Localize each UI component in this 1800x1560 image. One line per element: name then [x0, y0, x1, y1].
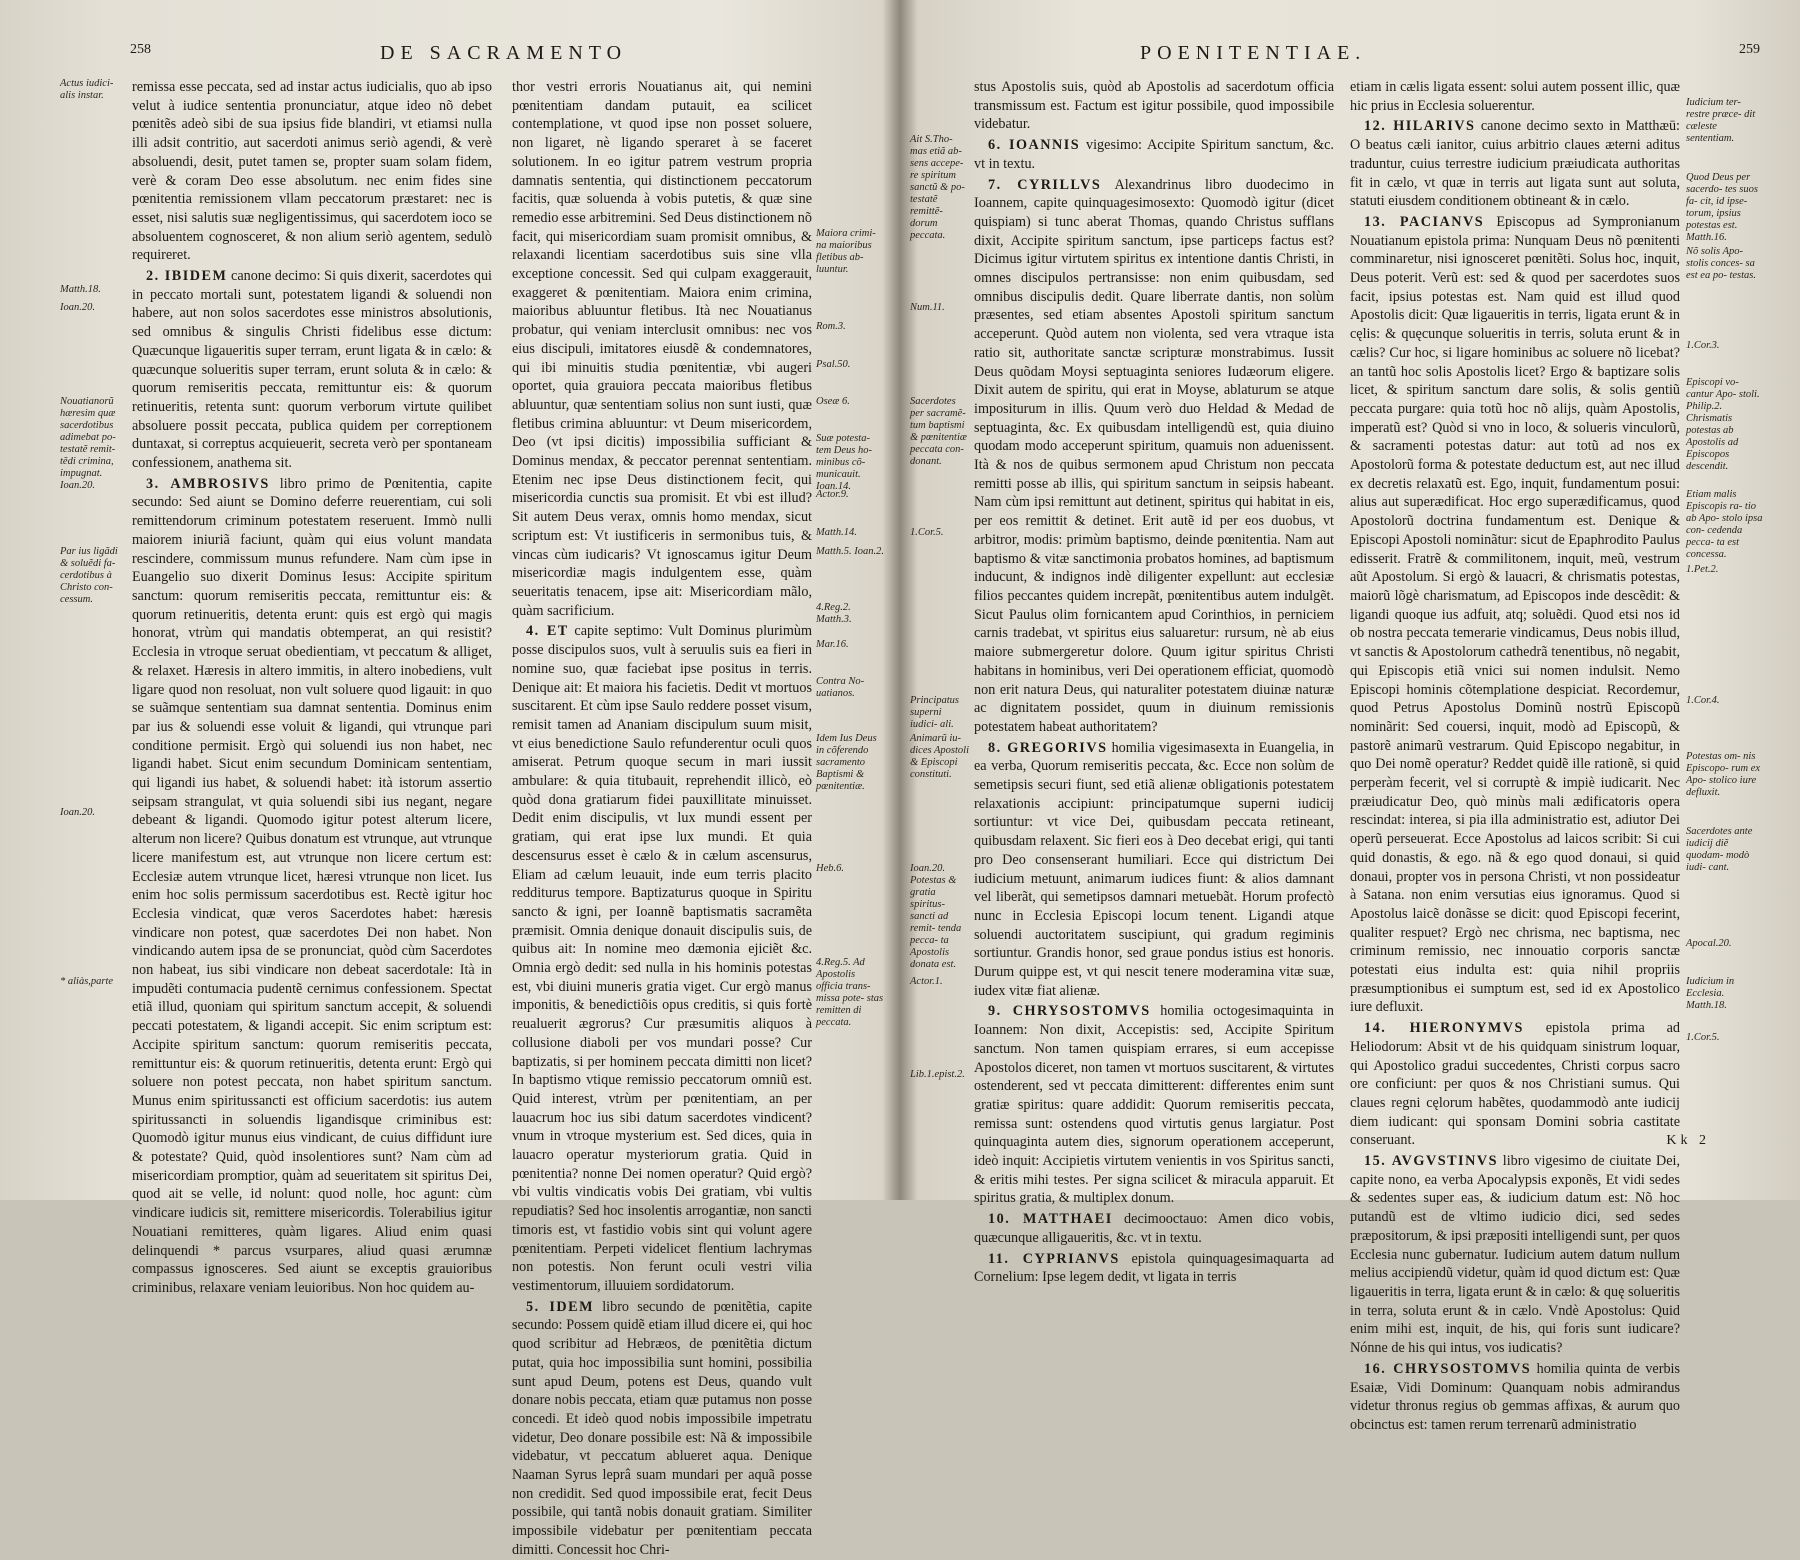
paragraph — [974, 1210, 1334, 1247]
margin-note: Nouatianorũ hæresim quæ sacerdotibus adimebat po- testatẽ remit- tẽdi crimina, impugnat. Ioan.20. — [60, 395, 116, 491]
margin-note: 1.Pet.2. — [1686, 564, 1719, 576]
margin-note: Rom.3. — [816, 321, 846, 333]
paragraph — [974, 78, 1334, 134]
paragraph — [512, 1298, 812, 1560]
section-head: 13. PACIANVS — [1364, 213, 1485, 230]
paragraph-text: remissa esse peccata, sed ad instar actus iudicialis, quo ab ipso velut à iudice sententia pronunciatur, atque ideo nõ debet pœnitẽs adeò sibi de sua ipsius fide blandiri, vt etiamsi nulla illi adsit contritio, aut sacerdoti animus seriò agendi, & verè absoluendi, desit, putet tamen se, propter suam solam fidem, verè & coram Deo esse absolutum. nec enim fides sine pœnitentia remissionem vllam peccatorum præstaret: nec is esset, nisi salutis suæ negligentissimus, qui sacerdotem ioco se absoluentem cognosceret, & non alium seriò agentem, sedulò requireret. — [132, 79, 492, 264]
margin-note: Ioan.20. Potestas & gratia spiritus- sancti ad remit- tenda pecca- ta Apostolis donata est. — [910, 863, 962, 971]
margin-note: 1.Cor.5. — [1686, 1031, 1720, 1043]
section-head: 2. IBIDEM — [146, 268, 228, 285]
paragraph — [974, 1250, 1334, 1287]
section-head: 14. HIERONYMVS — [1364, 1020, 1524, 1037]
margin-notes-inner — [910, 78, 970, 1168]
section-head: 16. CHRYSOSTOMVS — [1364, 1360, 1532, 1377]
text-column-1 — [132, 78, 492, 1296]
margin-note: Iudicium in Ecclesia. Matth.18. — [1686, 975, 1735, 1011]
paragraph-text: canone decimo: Si quis dixerit, sacerdotes qui in peccato mortali sunt, potestatem ligandi & soluendi non habere, aut non solos sacerdotes esse ministros absolutionis, sed omnibus & singulis Christi fidelibus esse dictum: Quæcunque ligaueritis super terram, erunt ligata & in cælo: & quæcunque solueritis super terram, erunt soluta & in cælo: & quorum remiseritis peccata, remittuntur eis: & quorum retinueritis, retenta sunt: quorum verborum virtute quilibet absoluere possit peccata, publica quidem per correptionem duntaxat, si correptus acquieuerit, secreta verò per spontaneam confessionem, anathema sit. — [132, 268, 492, 472]
margin-note: 1.Cor.5. — [910, 526, 944, 538]
paragraph — [974, 136, 1334, 173]
margin-note: Sacerdotes per sacramẽ- tum baptismi & pœnitentiæ peccata con- donant. — [910, 395, 967, 467]
margin-note: 4.Reg.5. Ad Apostolis officia trans- missa pote- stas remitten di peccata. — [816, 956, 884, 1028]
section-head: 3. AMBROSIVS — [146, 475, 270, 492]
text-column-4 — [1350, 78, 1681, 1433]
running-title: DE SACRAMENTO — [380, 42, 628, 64]
margin-note: 1.Cor.4. — [1686, 695, 1720, 707]
section-head: 4. ET — [526, 623, 569, 640]
running-head — [60, 42, 890, 68]
page-number: 258 — [130, 42, 151, 57]
margin-note: Ioan.20. — [60, 302, 95, 314]
paragraph-text: libro vigesimo de ciuitate Dei, capite nono, ea verba Apocalypsis exponẽs, Et vidi sedes & sedentes super eas, & iudicium datum est: Nõ hoc putandũ est de vltimo iudicio dici, sed sedes præpositorum, & ipsi præpositi intelligendi sunt, per quos Ecclesia nunc gubernatur. Iudicium autem datum nullum melius accipiendũ videtur, quàm id quod dictum est: Quæ ligaueritis in terra, ligata erunt & in cælo: & quę solueritis in terra, soluta erunt & in cælo. Vndè Apostolus: Quid enim mihi est, inquit, de his, qui foris sunt iudicare? Nónne de his qui intus, vos iudicatis? — [1350, 1153, 1680, 1357]
margin-note: Lib.1.epist.2. — [910, 1069, 965, 1081]
margin-note: Contra No- uatianos. — [816, 676, 865, 700]
signature-mark: Kk 2 — [1666, 1133, 1710, 1148]
section-head: 12. HILARIVS — [1364, 118, 1476, 135]
paragraph-text: libro primo de Pœnitentia, capite secundo: Sed aiunt se Domino deferre reuerentiam, cui soli remittendorum criminum potestatem reseruent. Immò nulli maiorem iniuriã faciunt, quàm qui eius volunt mandata rescindere, commissum munus refundere. Nam cùm ipse in Euangelio suo dixerit Dominus Iesus: Accipite spiritum sanctum: quorum remiseritis peccata, remittuntur eis: & quorum retinueritis, detenta erunt: quis est ergò qui magis honorat, vtrùm qui mandatis obtemperat, an qui resistit? Ecclesia in vtroque seruat obedientiam, vt peccatum & alliget, & relaxet. Hæresis in altero immitis, in altero inobediens, vult ligare quod non resoluat, non vult soluere quod ligauit: in quo se suãmque sententiam sua damnat sententia. Dominus enim par ius & soluendi esse voluit & ligandi, qui vtrunque pari conditione permisit. Ergò qui soluendi ius non habet, nec ligandi habet. Sicut enim secundum Dominicam sententiam, qui ligandi ius habet, & soluendi habet: ità istorum assertio seipsam strangulat, vt quia soluendi sibi ius negant, negare debeant & ligandi. Quomodo igitur potest alterum licere, alterum non licere? Quibus donatum est vtrunque, aut vtrunque licere manifestum est, aut vtrunque non licere certum est: Ecclesiæ autem vtrunque licet, hæresi vtrunque non licet. Ius enim hoc solis permissum sacerdotibus est. Rectè igitur hoc Ecclesia vindicat, quæ veros Sacerdotes habet: hæresis vindicare non potest, quæ sacerdotes Dei non habet. Non vindicando autem ipsa de se pronunciat, quòd cùm Sacerdotes non habeat, ius sibi vindicare non debeat sacerdotale: Ità in impudẽti contumacia pudentẽ cernimus confessionem. Spectat etiã illud, quoniam qui spiritum sanctum accepit, & soluendi peccati potestatem, & ligandi accepit. Sic enim scriptum est: Accipite spiritum sanctum: quorum remiseritis peccata, remittuntur eis: & quorum retinueritis, detenta erunt: Ergò qui soluere non potest peccata, non habet spiritum sanctum. Munus enim spiritussancti est officium sacerdotis: ius autem spiritussancti in soluendis ligandisque criminibus est: Quomodò igitur munus eius vindicant, de cuius diffidunt iure & potestate? Quid, quòd insolentiores sunt? Nam cùm ad misericordiam promptior, quàm ad seueritatem sit spiritus Dei, quod ait se velle, id nolunt: quod nolle, hoc agunt: cùm vindicare iudicis sit, remittere misericordis. Tolerabilius igitur Nouatiani remitteres, quàm ligares. Aliud enim quasi delinquendi * parcus vsurpares, aliud quasi ærumnæ compassus ignosceres. Sed aiunt se exceptis grauioribus criminibus, relaxare veniam leuioribus. Non hoc quidem au- — [132, 475, 492, 1296]
paragraph-text: stus Apostolis suis, quòd ab Apostolis ad sacerdotum officia transmissum est. Factum est igitur possibile, quod impossibile videbatur. — [974, 79, 1334, 133]
margin-note: Quod Deus per sacerdo- tes suos fa- cit, id ipse- torum, ipsius potestas est. Matth.16. — [1686, 171, 1758, 243]
paragraph-text: vigesimo: Accipite Spiritum sanctum, &c. vt in textu. — [974, 137, 1334, 172]
paragraph-text: libro secundo de pœnitẽtia, capite secundo: Possem quidẽ etiam illud dicere ei, qui hoc quod scribitur ad Hebræos, de pœnitẽtia dictum putat, quia hoc impossibilia sunt homini, possibilia sunt apud Deum, potens est Deus, quando vult donare nobis peccata, etiam quæ putamus non posse concedi. Et ideò quod nobis impossibile impetratu videtur, Deo donare possibile est: Nã & impossibile videbatur, vt peccatum ablueret aqua. Denique Naaman Syrus leprâ suam mundari per aquã posse non credidit. Sed quod impossibile erat, fecit Deus possibile, qui tantã nobis donauit gratiam. Similiter impossibile videbatur per pœnitentiam peccata dimitti. Concessit hoc Chri- — [512, 1298, 813, 1558]
paragraph-text: homilia octogesimaquinta in Ioannem: Non dixit, Accepistis: sed, Accipite Spiritum sanctum. Non tamen quispiam errares, si eum accepisse Apostolos diceret, non tamen vt mortuos suscitarent, & virtutes ostenderent, sed vt peccata dimitterent: differentes enim sunt gratiæ spiritus: quare addidit: Quorum remiseritis peccata, remissa sunt: ostendens quod virtutis genus largiatur. Post quinquaginta autem dies, signorum operationem acceperunt, ideò inquit: Accipietis virtutem venientis in vos Spiritus sancti, & eritis mihi testes. Per signa scilicet & miracula apparuit. Et spiritus gratia, & multiplex donum. — [974, 1003, 1334, 1207]
paragraph — [1350, 1019, 1680, 1150]
paragraph — [974, 176, 1334, 737]
margin-note: Sacerdotes ante iudicij diẽ quodam- modò iudi- cant. — [1686, 826, 1753, 873]
paragraph — [512, 78, 812, 620]
margin-notes-inner — [816, 78, 884, 1168]
running-title: POENITENTIAE. — [1140, 42, 1367, 64]
margin-note: Ioan.20. — [60, 807, 95, 819]
margin-note: Matth.5. Ioan.2. — [816, 545, 884, 557]
margin-note: Matth.14. — [816, 526, 857, 538]
page-number: 259 — [1739, 42, 1760, 57]
paragraph — [512, 622, 812, 1295]
margin-note: 4.Reg.2. Matth.3. — [816, 601, 852, 625]
section-head: 8. GREGORIVS — [988, 739, 1108, 756]
paragraph — [1350, 1152, 1680, 1358]
paragraph-text: thor vestri erroris Nouatianus ait, qui nemini pœnitentiam dandam putauit, ea scilicet contemplatione, vt quod ipse non posset soluere, non ligaret, nè ligando speraret à se faceret solutionem. In eo igitur patrem vestrum propria damnatis sententia, qui distinctionem peccatorum facitis, quæ soluenda à vobis putetis, & quæ sine remedio esse arbitremini. Sed Deus distinctionem nõ facit, qui misericordiam suam promisit omnibus, & relaxandi licentiam sacerdotibus suis sine vlla exceptione concessit. Sed qui culpam exaggerauit, exaggeret & pœnitentiam. Maiora enim crimina, maioribus abluuntur fletibus. Ità nec Nouatianus probatur, qui veniam interclusit omnibus: nec vos eius discipuli, imitatores eiusdẽ & condemnatores, qui ibi minuitis studia pœnitentiæ, vbi augeri oportet, quia grauiora peccata maioribus fletibus abluuntur, quæ sententiam solius non sunt iusti, quæ fletibus crimina abluuntur: vt Deum misericordem, Deo (vt ipsi dicitis) impossibilia sufficiant & Dominus mendax, & peccator perennat sententiam. Etenim nec ipse Deus distinctionem fecit, qui misericordia cunctis sua promisit. Et vbi est illud? Sit autem Deus verax, omnis homo mendax, sicut scriptum est: Vt iustificeris in sermonibus tuis, & vincas cùm iudicaris? Vt ignoscamus igitur Deum misericordiæ magis indulgentem esse, quàm seueritatis tenacem, ipse ait: Misericordiam mãlo, quàm sacrificium. — [512, 79, 812, 619]
margin-notes-outer — [1686, 78, 1766, 1168]
section-head: 6. IOANNIS — [988, 137, 1081, 154]
margin-note: Apocal.20. — [1686, 938, 1732, 950]
paragraph-text: Alexandrinus libro duodecimo in Ioannem, capite quinquagesimosexto: Quomodò igitur (dicet quispiam) si tunc aberat Thomas, quando Christus sufflans dixit, Accipite spiritum sanctum, ipse particeps factus est? Dicimus igitur virtutem spiritus ex intentione dantis Christi, in omnes discipulos pertransisse: non enim quibusdam, sed omnibus discipulis dedit. Quare liberrate dantis, non solùm præsentes, sed etiam absentes Apostoli spiritum sanctum acceperunt. Quòd autem non violenta, sed vera vtraque ista ratio sit, authoritate sanctæ scripturæ monstrabimus. Iussit Deus quõdam Moysi septuaginta seniores Iudæorum eligere. Dixit autem de spiritu, qui erat in Moyse, ablaturum se atque impositurum in illis. Quum verò duo Heldad & Medad de septuaginta, &c. Ex quibusdam intelligendũ est, quia diuino quodam modo acceperunt spiritum, quamuis non aduenissent. Ità & nos de quibus sermonem apud Christum non peccata remitti posse ab illis, qui spiritum sanctum in seipsis habeant. Nam cùm ipsi remittunt aut detinent, spiritus qui habitat in eis, per eos remittit & detinet. Erit autẽ id per eos duobus, vt arbitror, modis: primùm baptismo, deinde pœnitentia. Nam aut baptismo & vitæ sanctimonia probatos homines, ad baptismum inducunt, & indignos indè diligenter expellunt: aut ecclesiæ filios peccantes quidem increpãt, pœnitentibus autem indulgẽt. Sicut Paulus olim fornicantem apud Corinthios, in perniciem carnis tradebat, vt spiritus eius saluaretur: rursum, nè ab eius maiore submergeretur dolore. Quum igitur spiritus Christi habitans in hominibus, veri Dei operationem efficiat, quomodò non erit natura Deus, qui naturaliter potestatem diuinæ naturæ ac dignitatem possidet, quum in diuinum remissionis potestatem habeat authoritatem? — [974, 176, 1334, 735]
paragraph — [132, 475, 492, 1298]
margin-note: Iudicium ter- restre præce- dit cæleste sententiam. — [1686, 96, 1756, 144]
margin-note: Par ius ligãdi & soluẽdi fa- cerdotibus à Christo con- cessum. — [60, 545, 118, 605]
margin-note: Ait S.Tho- mas etiã ab- sens accepe- re spiritum sanctũ & po- testatẽ remittẽ- dorum peccata. — [910, 134, 965, 242]
section-head: 15. AVGVSTINVS — [1364, 1153, 1498, 1170]
section-head: 5. IDEM — [526, 1298, 594, 1315]
margin-note: Mar.16. — [816, 639, 849, 650]
margin-notes-outer — [60, 78, 122, 1168]
running-head — [910, 42, 1770, 68]
section-head: 10. MATTHAEI — [988, 1211, 1113, 1228]
margin-note: Potestas om- nis Episcopo- rum ex Apo- stolico iure defluxit. — [1686, 751, 1761, 799]
margin-note: Actor.1. — [910, 975, 943, 987]
paragraph — [974, 739, 1334, 1001]
margin-note: Animarũ iu- dices Apostoli & Episcopi constituti. — [910, 732, 970, 780]
paragraph-text: canone decimo sexto in Matthæū: O beatus cæli ianitor, cuius arbitrio claues æterni aditus traduntur, cuius terrestre iudicium præiudicata authoritas fit in cælo, vt quæ in terris aut ligata sunt aut soluta, statuti eiusdem conditionem obtineant & in cælo. — [1350, 118, 1680, 210]
paragraph — [1350, 78, 1680, 115]
margin-note: Suæ potesta- tem Deus ho- minibus cõ- municauit. Ioan.14. — [816, 433, 872, 493]
section-head: 9. CHRYSOSTOMVS — [988, 1003, 1151, 1020]
section-head: 11. CYPRIANVS — [988, 1250, 1120, 1267]
margin-note: Principatus superni iudici- ali. — [910, 695, 959, 731]
paragraph — [132, 78, 492, 265]
left-page — [60, 28, 890, 1558]
margin-note: Idem Ius Deus in cõferendo sacramento Baptismi & pœnitentiæ. — [816, 732, 877, 792]
margin-note: Episcopi vo- cantur Apo- stoli. Philip.2. Chrismatis potestas ab Apostolis ad Episcopos descendit. — [1686, 377, 1760, 473]
margin-note: Num.11. — [910, 302, 945, 314]
margin-note: Psal.50. — [816, 358, 851, 370]
paragraph-text: epistola prima ad Heliodorum: Absit vt de his quidquam sinistrum loquar, qui Apostolico gradui succedentes, Christi corpus sacro ore conficiunt: per quos & nos Christiani sumus. Qui claues regni cęlorum habẽtes, quodammodò ante iudicij diem iudicant: qui sponsam Domini sobria castitate conseruant. — [1350, 1020, 1680, 1149]
margin-note: Matth.18. — [60, 283, 101, 295]
margin-note: Etiam malis Episcopis ra- tio ab Apo- stolo ipsa con- cedenda pecca- ta est concessa. — [1686, 489, 1763, 561]
text-column-3 — [974, 78, 1335, 1286]
text-column-2 — [512, 78, 813, 1558]
paragraph-text: epistola quinquagesimaquarta ad Cornelium: Ipse legem dedit, vt ligata in terris — [974, 1250, 1334, 1286]
margin-note: Heb.6. — [816, 863, 844, 875]
right-page — [910, 28, 1770, 1433]
margin-note: * aliàs,parte — [60, 975, 114, 987]
section-head: 7. CYRILLVS — [988, 176, 1102, 193]
margin-note: Actor.9. — [816, 489, 849, 501]
paragraph — [1350, 213, 1680, 1017]
margin-note: 1.Cor.3. — [1686, 339, 1720, 351]
margin-note: Maiora crimi- na maioribus fletibus ab- luuntur. — [816, 227, 876, 275]
paragraph-text: homilia quinta de verbis Esaiæ, Vidi Dominum: Quanquam nobis admirandus videtur thronus regius ob gemmas affixas, & aurum quo obcinctus est: tamen rerum terrenarũ administratio — [1350, 1360, 1681, 1433]
paragraph — [1350, 117, 1680, 211]
margin-note: Oseæ 6. — [816, 395, 850, 407]
margin-note: Nõ solis Apo- stolis conces- sa est ea po- testas. — [1686, 246, 1756, 282]
paragraph-text: decimooctauo: Amen dico vobis, quæcunque alligaueritis, &c. vt in textu. — [974, 1211, 1334, 1246]
margin-note: Actus iudici- alis instar. — [60, 78, 114, 101]
paragraph — [132, 267, 492, 473]
paragraph — [974, 1002, 1334, 1208]
paragraph-text: etiam in cælis ligata essent: solui autem possent illic, quæ hic prius in Ecclesia soluerentur. — [1350, 79, 1680, 114]
paragraph-text: Episcopus ad Sympronianum Nouatianum epistola prima: Nunquam Deus nõ pœnitenti comminaretur, nisi ignosceret pœnitẽti. Solus hoc, inquit, Deus poterit. Verũ est: sed & quod per sacerdotes suos facit, ipsius potestas est. Nam quid est illud quod Apostolis dicit: Quæ ligaueritis in terris, ligata erunt & in cęlis: & quęcunque solueritis in terris, soluta erunt & in cælis? Cur hoc, si ligare hominibus ac soluere nõ licebat? an tantũ hoc solis Apostolis licet? Ergo & baptizare solis licet, & spiritum sanctum dare solis, & solis gentiũ peccata purgare: quia totũ hoc nõ alijs, quàm Apostolis, imperatũ est? Quòd si vno in loco, & solueris vinculorũ, & sacramenti potestas datur: aut totũ ad nos ex Apostolorũ forma & potestate deductum est, aut nec illud ex decretis relaxatũ est. Ego, inquit, fundamentum posui: alius aut superædificat. Hoc ergo superædificamus, quod Apostolorũ doctrina fundamentum est. Denique & Episcopi Apostoli nominãtur: sicut de Epaphrodito Paulus edisserit. Fratrẽ & commilitonem, inquit, meũ, vestrum aũt Apostolum. Si ergò & lauacri, & chrismatis potestas, maiorũ lõgè charismatum, ad Episcopos inde descẽdit: & ligandi quoque ius adfuit, atq; soluẽdi. Quod etsi nos id ob nostra peccata temerarie vindicamus, Deus nobis illud, vt sanctis & Apostolorum cathedrã tenentibus, nõ negabit, qui Episcopis etiã vnici sui nomen indulsit. Nemo Episcopi hominis cõtemplatione despiciat. Recordemur, quod Petrus Apostolus Dominũ nostrũ Episcopũ nominãrit: Sed couersi, inquit, modò ad Episcopũ, & pastorẽ animarũ vestrarum. Quid Episcopo negabitur, in quo Dei nomẽ operatur? Reddet quidẽ ille rationẽ, si quid perperàm fecerit, vel si corruptè & impiè iudicarit. Nec præiudicatur Deo, quò minùs mali ædificatoris opera rescindat: interea, si pia illa administratio est, adiutor Dei operũ perseuerat. Ecce Apostolus ad laicos scribit: Si cui quid donastis, & ego. nã & ego quod donaui, si quid donaui, propter vos in persona Christi, vt non possideatur à Satana. non enim versutias eius ignoramus. Quod si Apostolus laicẽ donãsse se dicit: quod Episcopi fecerint, qualiter respuet? Ergò nec chrisma, nec baptisma, nec criminum remissio, nec innouatio corporis sanctæ potestati eius indulta est: quia nihil propriis præsumptionibus ei sumptum est, sed id ex Apostolico iure defluxit. — [1350, 213, 1680, 1016]
paragraph-text: capite septimo: Vult Dominus plurimùm posse discipulos suos, vult à seruulis suis ea fieri in nomine suo, quæ faciebat ipse positus in terris. Denique ait: Et maiora his facietis. Dedit vt mortuos suscitarent. Et cùm ipse Saulo reddere posset visum, remisit tamen ad Ananiam discipulum suum misit, vt eius benedictione Saulo refunderentur oculi quos amiserat. Petrum quoque secum in mari iussit ambulare: & quia titubauit, reprehendit illicò, eò quòd dona gratiarum fidei pauxillitate minuisset. Dedit enim discipulis, vt lux mundi essent per gratiam, qui erat ipse lux mundi. Et quia descensurus esset è cælo & in cælum ascensurus, Eliam ad cælum leuauit, inde eum terris placito redditurus tempore. Baptizaturus quoque in Spiritu sancto & igni, per Ioannẽ baptismatis sacramẽta præmisit. Omnia denique donauit discipulis suis, de quibus ait: In nomine meo dæmonia ejiciẽt &c. Omnia ergò dedit: sed nulla in his hominis potestas est, vbi diuini muneris gratia viget. Cur ergò manus imponitis, & benedictiõis opus creditis, si quis fortè reualuerit ægrorus? Cur præsumitis aliquos à collusione diaboli per vos mundari posse? Cur baptizatis, si per hominem peccata dimitti non licet? In baptismo vtique remissio peccatorum omniũ est. Quid interest, vtrùm per pœnitentiam, an per lauacrum hoc ius sibi datum sacerdotes vindicent? vnum in vtroque mysterium est. Sed dices, quia in lauacro operatur mysteriorum gratia. Quid in pœnitentia? nonne Dei nomen operatur? Quid ergò? vbi vultis vindicatis vobis Dei gratiam, vbi vultis repudiatis? Sed hoc insolentis arrogantiæ, non sancti timoris est, vt fastidio vobis sint qui volunt agere pœnitentiam. Perpeti videlicet flentium lachrymas non potestis. Non ferunt oculi vestri vilia vestimentorum, illuuiem sordidatorum. — [512, 623, 812, 1294]
paragraph — [1350, 1360, 1680, 1435]
paragraph-text: homilia vigesimasexta in Euangelia, in ea verba, Quorum remiseritis peccata, &c. Ecce non solùm de semetipsis securi fiunt, sed etiã alienæ obligationis potestatem relaxationis accipiunt: principatumque superni iudicij sortiuntur: vt vice Dei, quibusdam peccata retineant, quibusdam relaxent. Sic fieri eos à Deo decebat erigi, qui tanti pro Deo consenserant humiliari. Ecce qui districtum Dei iudicium metuunt, animarum iudices fiunt: & alios damnant vel liberãt, qui semetipsos damnari metuebãt. Horum profectò nunc in Ecclesia Episcopi locum tenent. Ligandi atque soluendi auctoritatem suscipiunt, qui gradum regiminis sortiuntur. Grandis honor, sed graue pondus istius est honoris. Durum quippe est, vt qui nescit tenere moderamina vitæ suæ, iudex vitæ fiat alienæ. — [974, 739, 1335, 999]
